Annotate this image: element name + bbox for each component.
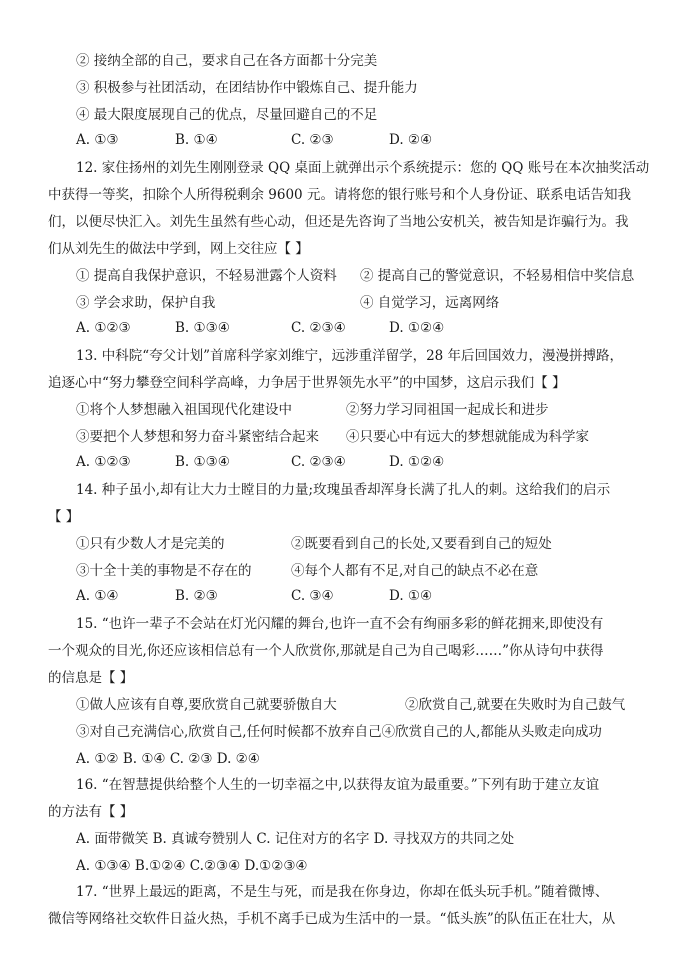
q14-stem-line-1: 14. 种子虽小,却有让大力士瞠目的力量;玫瑰虽香却浑身长满了扎人的刺。这给我们的启示 [76, 482, 611, 498]
q15-statement-1: ①做人应该有自尊,要欣赏自己就要骄傲自大 [76, 697, 337, 713]
q13-option-c: C. ②③④ [291, 454, 346, 470]
q11-option-a: A. ①③ [76, 132, 119, 148]
q13-statement-3: ③要把个人梦想和努力奋斗紧密结合起来 [76, 429, 319, 445]
q13-statement-4: ④只要心中有远大的梦想就能成为科学家 [346, 429, 589, 445]
q14-stem-line-2: 【 】 [48, 509, 80, 525]
q12-statement-1: ① 提高自我保护意识，不轻易泄露个人资料 [76, 268, 337, 284]
q17-stem-line-1: 17. “世界上最远的距离，不是生与死，而是我在你身边，你却在低头玩手机。”随着微博、 [76, 884, 609, 900]
q11-statement-4: ④ 最大限度展现自己的优点，尽量回避自己的不足 [76, 107, 378, 123]
q12-statement-2: ② 提高自己的警觉意识，不轻易相信中奖信息 [360, 268, 635, 284]
q13-statement-1: ①将个人梦想融入祖国现代化建设中 [76, 402, 292, 418]
q14-option-a: A. ①④ [76, 588, 119, 604]
q14-option-c: C. ③④ [291, 588, 334, 604]
q14-statement-4: ④每个人都有不足,对自己的缺点不必在意 [291, 563, 539, 579]
q14-statement-3: ③十全十美的事物是不存在的 [76, 563, 252, 579]
q15-stem-line-3: 的信息是【 】 [48, 670, 134, 686]
q16-statements: A. 面带微笑 B. 真诚夸赞别人 C. 记住对方的名字 D. 寻找双方的共同之处 [76, 831, 515, 847]
q12-stem-line-4: 们从刘先生的做法中学到，网上交往应【 】 [48, 241, 309, 257]
q15-statement-3-4: ③对自己充满信心,欣赏自己,任何时候都不放弃自己④欣赏自己的人,都能从头败走向成功 [76, 724, 602, 740]
q12-option-b: B. ①③④ [175, 320, 230, 336]
q12-option-a: A. ①②③ [76, 320, 131, 336]
q17-stem-line-2: 微信等网络社交软件日益火热，手机不离手已成为生活中的一景。“低头族”的队伍正在壮大，从 [48, 911, 616, 927]
q13-statement-2: ②努力学习同祖国一起成长和进步 [346, 402, 549, 418]
q15-stem-line-2: 一个观众的目光,你还应该相信总有一个人欣赏你,那就是自己为自己喝彩……”你从诗句中获得 [48, 643, 604, 659]
q13-option-d: D. ①②④ [389, 454, 445, 470]
q16-stem-line-2: 的方法有【 】 [48, 804, 134, 820]
q13-stem-line-2: 追逐心中“努力攀登空间科学高峰，力争居于世界领先水平”的中国梦，这启示我们【 】 [48, 375, 566, 391]
q12-option-d: D. ①②④ [389, 320, 445, 336]
q16-options: A. ①③④ B.①②④ C.②③④ D.①②③④ [76, 858, 308, 874]
q11-option-b: B. ①④ [175, 132, 218, 148]
q15-options: A. ①② B. ①④ C. ②③ D. ②④ [76, 751, 260, 767]
q11-option-d: D. ②④ [389, 132, 433, 148]
q11-option-c: C. ②③ [291, 132, 334, 148]
q12-statement-4: ④ 自觉学习，远离网络 [360, 295, 500, 311]
q14-option-d: D. ①④ [389, 588, 433, 604]
q15-stem-line-1: 15. “也许一辈子不会站在灯光闪耀的舞台,也许一直不会有绚丽多彩的鲜花拥来,即使没有 [76, 616, 604, 632]
q14-statement-1: ①只有少数人才是完美的 [76, 536, 225, 552]
q13-stem-line-1: 13. 中科院“夸父计划”首席科学家刘维宁，远涉重洋留学，28 年后回国效力，漫漫拼搏路， [76, 348, 624, 364]
q12-stem-line-2: 中获得一等奖，扣除个人所得税剩余 9600 元。请将您的银行账号和个人身份证、联系电话告知我 [48, 187, 631, 203]
q12-stem-line-1: 12. 家住扬州的刘先生刚刚登录 QQ 桌面上就弹出示个系统提示：您的 QQ 账号在本次抽奖活动 [76, 160, 650, 176]
q14-statement-2: ②既要看到自己的长处,又要看到自己的短处 [291, 536, 552, 552]
q13-option-b: B. ①③④ [175, 454, 230, 470]
q16-stem-line-1: 16. “在智慧提供给整个人生的一切幸福之中,以获得友谊为最重要。”下列有助于建立友谊 [76, 777, 600, 793]
q15-statement-2: ②欣赏自己,就要在失败时为自己鼓气 [405, 697, 626, 713]
q11-statement-2: ② 接纳全部的自己，要求自己在各方面都十分完美 [76, 53, 378, 69]
q12-statement-3: ③ 学会求助，保护自我 [76, 295, 216, 311]
q14-option-b: B. ②③ [175, 588, 218, 604]
q13-option-a: A. ①②③ [76, 454, 131, 470]
q12-stem-line-3: 们，以便尽快汇入。刘先生虽然有些心动，但还是先咨询了当地公安机关，被告知是诈骗行为。我 [48, 214, 629, 230]
q12-option-c: C. ②③④ [291, 320, 346, 336]
q11-statement-3: ③ 积极参与社团活动，在团结协作中锻炼自己、提升能力 [76, 80, 418, 96]
